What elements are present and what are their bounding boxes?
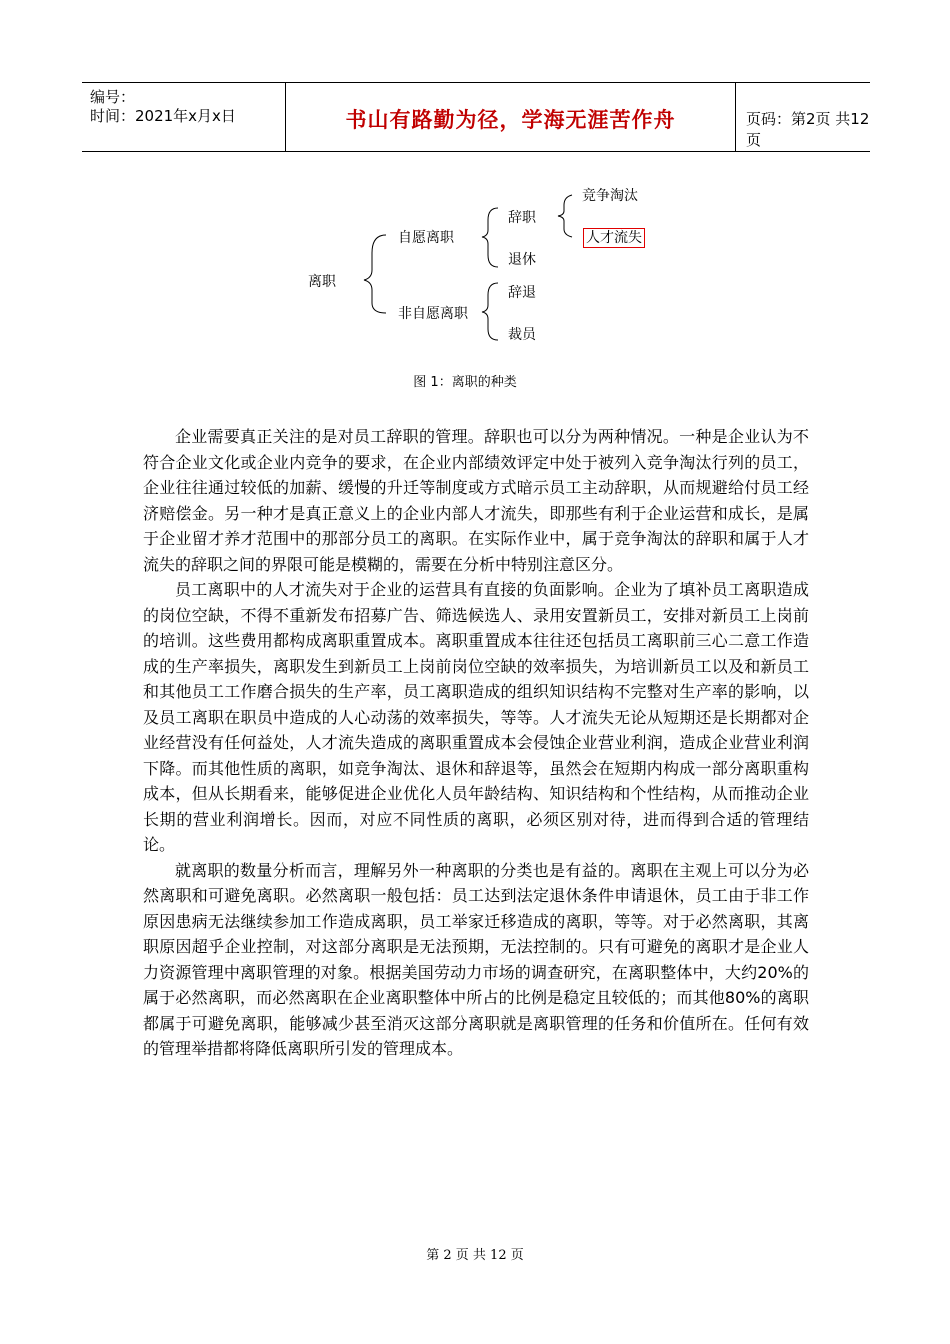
header-meta	[82, 83, 285, 151]
node-layoff: 裁员	[508, 327, 536, 343]
paragraph-2: 员工离职中的人才流失对于企业的运营具有直接的负面影响。企业为了填补员工离职造成的岗位空缺，不得不重新发布招募广告、筛选候选人、录用安置新员工，安排对新员工上岗前的培训。这些费用都构成离职重置成本。离职重置成本往往还包括员工离职前三心二意工作造成的生产率损失，离职发生到新员工上岗前岗位空缺的效率损失，为培训新员工以及和新员工和其他员工工作磨合损失的生产率，员工离职造成的组织知识结构不完整对生产率的影响，以及员工离职在职员中造成的人心动荡的效率损失，等等。人才流失无论从短期还是长期都对企业经营没有任何益处，人才流失造成的离职重置成本会侵蚀企业营业利润，造成企业营业利润下降。而其他性质的离职，如竞争淘汰、退休和辞退等，虽然会在短期内构成一部分离职重构成本，但从长期看来，能够促进企业优化人员年龄结构、知识结构和个性结构，从而推动企业长期的营业利润增长。因而，对应不同性质的离职，必须区别对待，进而得到合适的管理结论。	[143, 580, 809, 854]
figure-caption: 图 1：离职的种类	[413, 375, 517, 390]
header-motto-cell	[285, 83, 736, 151]
header-motto: 书山有路勤为径，学海无涯苦作舟	[345, 107, 676, 132]
resignation-types-diagram	[290, 175, 670, 350]
resign-brace	[558, 195, 572, 237]
node-involuntary: 非自愿离职	[398, 306, 468, 322]
document-header	[82, 82, 870, 152]
header-page-info: 页码：第2页 共12页	[746, 110, 870, 149]
involuntary-brace	[482, 283, 498, 340]
paragraph-3: 就离职的数量分析而言，理解另外一种离职的分类也是有益的。离职在主观上可以分为必然离职和可避免离职。必然离职一般包括：员工达到法定退休条件申请退休，员工由于非工作原因患病无法继续参加工作造成离职，员工举家迁移造成的离职，等等。对于必然离职，其离职原因超乎企业控制，对这部分离职是无法预期，无法控制的。只有可避免的离职才是企业人力资源管理中离职管理的对象。根据美国劳动力市场的调查研究，在离职整体中，大约20%的属于必然离职，而必然离职在企业离职整体中所占的比例是稳定且较低的；而其他80%的离职都属于可避免离职，能够减少甚至消灭这部分离职就是离职管理的任务和价值所在。任何有效的管理举措都将降低离职所引发的管理成本。	[143, 860, 809, 1058]
page-footer: 第 2 页 共 12 页	[426, 1248, 524, 1263]
root-brace	[364, 235, 386, 313]
node-dismiss: 辞退	[508, 285, 536, 301]
voluntary-brace	[482, 208, 498, 267]
node-resign: 辞职	[508, 210, 536, 226]
body-text	[143, 424, 809, 1062]
header-page-cell	[735, 83, 870, 151]
document-number: 编号：	[90, 88, 136, 106]
document-time: 时间：2021年x月x日	[90, 107, 236, 125]
node-competition-elimination: 竞争淘汰	[582, 188, 638, 204]
node-voluntary: 自愿离职	[398, 230, 454, 246]
node-retire: 退休	[508, 252, 536, 268]
paragraph-1: 企业需要真正关注的是对员工辞职的管理。辞职也可以分为两种情况。一种是企业认为不符合企业文化或企业内竞争的要求，在企业内部绩效评定中处于被列入竞争淘汰行列的员工，企业往往通过较低的加薪、缓慢的升迁等制度或方式暗示员工主动辞职，从而规避给付员工经济赔偿金。另一种才是真正意义上的企业内部人才流失，即那些有利于企业运营和成长，是属于企业留才养才范围中的那部分员工的离职。在实际作业中，属于竞争淘汰的辞职和属于人才流失的辞职之间的界限可能是模糊的，需要在分析中特别注意区分。	[143, 427, 809, 574]
node-talent-loss: 人才流失	[583, 228, 645, 248]
node-resignation: 离职	[308, 274, 336, 290]
